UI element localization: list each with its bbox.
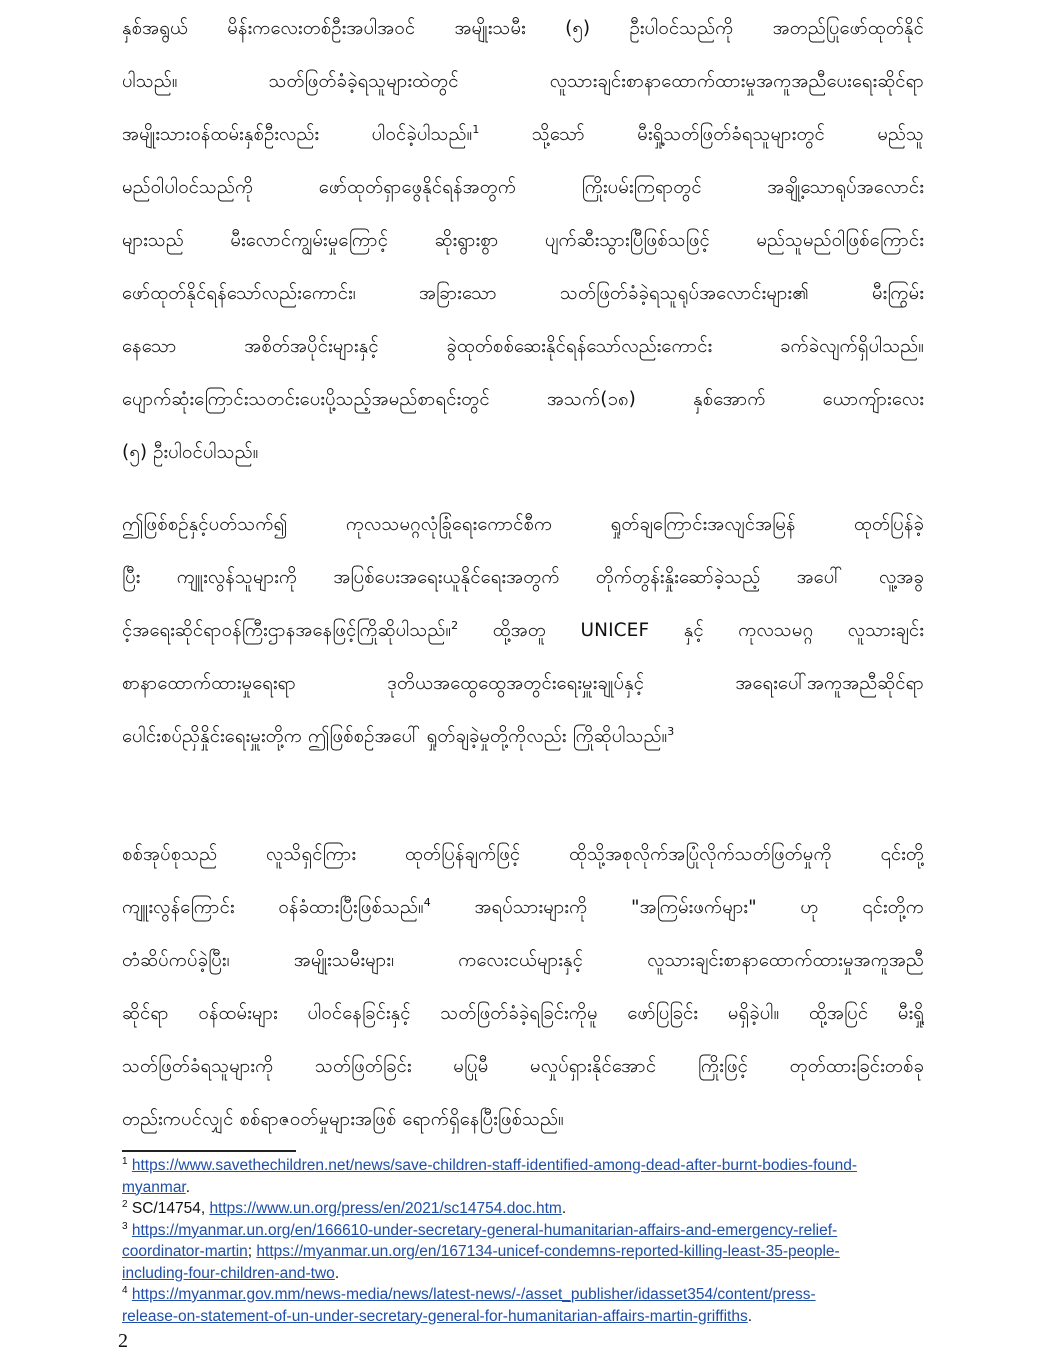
footnote-3 <box>122 1220 924 1285</box>
text-line: ပြီး ကျူးလွန်သူများကို အပြစ်ပေးအရေးယူနိုင်ရေးအတွက် တိုက်တွန်းနှိုးဆော်ခဲ့သည့် အပေါ် လူ့အခွ <box>122 567 924 588</box>
footnote-1 <box>122 1155 924 1198</box>
text-segment: င့်အရေးဆိုင်ရာဝန်ကြီးဌာနအနေဖြင့်ကြိုဆိုပါသည်။ <box>122 620 452 641</box>
text-segment: ကျူးလွန်ကြောင်း ဝန်ခံထားပြီးဖြစ်သည်။ <box>122 897 424 918</box>
footnote-link-cont[interactable]: coordinator-martin <box>122 1243 248 1260</box>
page-number: 2 <box>118 1330 128 1352</box>
paragraph-2 <box>122 498 924 763</box>
text-segment: သို့သော် မီးရှို့သတ်ဖြတ်ခံရသူများတွင် မည်သူ <box>479 124 924 145</box>
footnote-link[interactable]: https://myanmar.gov.mm/news-media/news/latest-news/-/asset_publisher/idasset354/content/press- <box>131 1286 816 1303</box>
text-line: (၅) ဦးပါဝင်ပါသည်။ <box>122 442 259 463</box>
text-line: ဆိုင်ရာ ဝန်ထမ်းများ ပါဝင်နေခြင်းနှင့် သတ်ဖြတ်ခံခဲ့ရခြင်းကိုမူ ဖော်ပြခြင်း မရှိခဲ့ပါ။ ထို့အပြင် မီးရှို့ <box>122 1003 924 1024</box>
footnote-separator <box>122 1150 296 1152</box>
text-line <box>122 108 924 161</box>
footnote-2 <box>122 1198 924 1220</box>
footnotes <box>122 1155 924 1327</box>
footnote-suffix: . <box>185 1178 191 1196</box>
text-line: ဖော်ထုတ်နိုင်ရန်သော်လည်းကောင်း၊ အခြားသော သတ်ဖြတ်ခံခဲ့ရသူရုပ်အလောင်းများ၏ မီးကြွမ်း <box>122 283 924 304</box>
footnote-number: 4 <box>122 1284 128 1296</box>
text-line: ပါသည်။ သတ်ဖြတ်ခံခဲ့ရသူများထဲတွင် လူသားချင်းစာနာထောက်ထားမှုအကူအညီပေးရေးဆိုင်ရာ <box>122 71 924 92</box>
text-line: မည်ဝါပါဝင်သည်ကို ဖော်ထုတ်ရှာဖွေနိုင်ရန်အတွက် ကြိုးပမ်းကြရာတွင် အချို့သောရုပ်အလောင်း <box>122 177 924 198</box>
text-segment: အမျိုးသားဝန်ထမ်းနှစ်ဦးလည်း ပါဝင်ခဲ့ပါသည်။ <box>122 124 473 145</box>
text-line <box>122 604 924 657</box>
text-line: ပျောက်ဆုံးကြောင်းသတင်းပေးပို့သည့်အမည်စာရင်းတွင် အသက်(၁၈) နှစ်အောက် ယောကျ်ားလေး <box>122 389 924 410</box>
text-segment: အရပ်သားများကို "အကြမ်းဖက်များ" ဟု ၎င်းတို့က <box>430 897 924 918</box>
footnote-ref-4[interactable]: 4 <box>423 895 431 909</box>
footnote-separator-text: ; <box>247 1243 257 1260</box>
footnote-suffix: . <box>561 1200 567 1217</box>
footnote-number: 1 <box>122 1155 128 1167</box>
text-line: သတ်ဖြတ်ခံရသူများကို သတ်ဖြတ်ခြင်း မပြုမီ မလှုပ်ရှားနိုင်အောင် ကြိုးဖြင့် တုတ်ထားခြင်းတစ်ခု <box>122 1056 924 1077</box>
footnote-number: 3 <box>122 1220 128 1232</box>
text-line: စာနာထောက်ထားမှုရေးရာ ဒုတိယအထွေထွေအတွင်းရေးမှူးချုပ်နှင့် အရေးပေါ်အကူအညီဆိုင်ရာ <box>122 673 924 694</box>
text-line: တည်းကပင်လျှင် စစ်ရာဇဝတ်မှုများအဖြစ် ရောက်ရှိနေပြီးဖြစ်သည်။ <box>122 1109 564 1130</box>
paragraph-1 <box>122 2 924 479</box>
footnote-link[interactable]: https://myanmar.un.org/en/166610-under-secretary-general-humanitarian-affairs-and-emergency-relief- <box>131 1221 838 1239</box>
text-line: နှစ်အရွယ် မိန်းကလေးတစ်ဦးအပါအဝင် အမျိုးသမီး (၅) ဦးပါဝင်သည်ကို အတည်ပြုဖော်ထုတ်နိုင် <box>122 18 924 39</box>
text-line: စစ်အုပ်စုသည် လူသိရှင်ကြား ထုတ်ပြန်ချက်ဖြင့် ထိုသို့အစုလိုက်အပြုံလိုက်သတ်ဖြတ်မှုကို ၎င်းတို့ <box>122 844 924 865</box>
footnote-ref-2[interactable]: 2 <box>451 618 459 632</box>
footnote-suffix: . <box>334 1264 340 1282</box>
footnote-link[interactable]: https://www.savethechildren.net/news/save-children-staff-identified-among-dead-after-burnt-bodies-found- <box>131 1157 858 1174</box>
footnote-link-cont[interactable]: myanmar <box>122 1178 186 1196</box>
footnote-number: 2 <box>122 1198 128 1210</box>
footnote-4 <box>122 1284 924 1327</box>
footnote-prefix: SC/14754, <box>131 1200 210 1217</box>
footnote-link-cont[interactable]: release-on-statement-of-un-under-secretary-general-for-humanitarian-affairs-martin-griffiths <box>122 1307 748 1325</box>
text-segment: ထို့အတူ UNICEF နှင့် ကုလသမဂ္ဂ လူသားချင်း <box>458 620 924 641</box>
text-line: ဤဖြစ်စဉ်နှင့်ပတ်သက်၍ ကုလသမဂ္ဂလုံခြုံရေးကောင်စီက ရှုတ်ချကြောင်းအလျင်အမြန် ထုတ်ပြန်ခဲ့ <box>122 514 924 535</box>
text-segment: ပေါင်းစပ်ညှိနှိုင်းရေးမှူးတို့က ဤဖြစ်စဉ်အပေါ် ရှုတ်ချခဲ့မှုတို့ကိုလည်း ကြိုဆိုပါသည်။ <box>122 726 668 747</box>
footnote-ref-1[interactable]: 1 <box>472 122 480 136</box>
footnote-link-2-cont[interactable]: including-four-children-and-two <box>122 1264 335 1282</box>
text-line: နေသော အစိတ်အပိုင်းများနှင့် ခွဲထုတ်စစ်ဆေးနိုင်ရန်သော်လည်းကောင်း ခက်ခဲလျက်ရှိပါသည်။ <box>122 336 924 357</box>
text-line <box>122 881 924 934</box>
footnote-suffix: . <box>747 1307 753 1325</box>
footnote-link[interactable]: https://www.un.org/press/en/2021/sc14754.doc.htm <box>209 1200 562 1217</box>
footnote-link-2[interactable]: https://myanmar.un.org/en/167134-unicef-condemns-reported-killing-least-35-people- <box>256 1243 840 1260</box>
paragraph-3 <box>122 828 924 1146</box>
text-line: တံဆိပ်ကပ်ခဲ့ပြီး၊ အမျိုးသမီးများ၊ ကလေးငယ်များနှင့် လူသားချင်းစာနာထောက်ထားမှုအကူအညီ <box>122 950 924 971</box>
text-line: များသည် မီးလောင်ကျွမ်းမှုကြောင့် ဆိုးရွားစွာ ပျက်ဆီးသွားပြီဖြစ်သဖြင့် မည်သူမည်ဝါဖြစ်ကြောင်း <box>122 230 924 251</box>
text-line <box>122 710 924 763</box>
footnote-ref-3[interactable]: 3 <box>667 724 675 738</box>
